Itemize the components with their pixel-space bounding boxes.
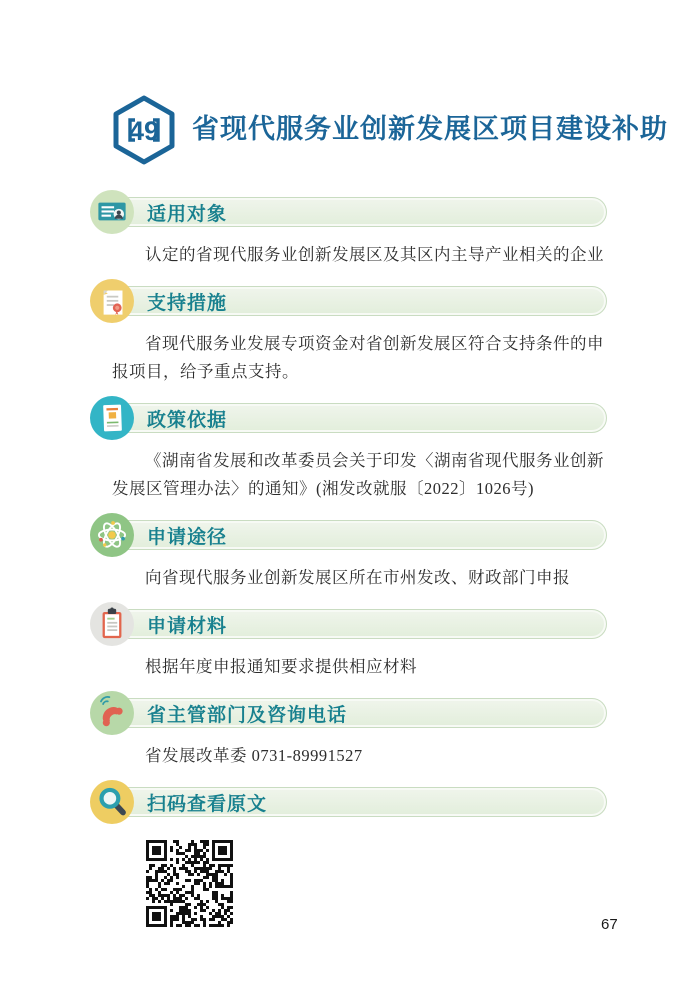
section-body: 《湖南省发展和改革委员会关于印发〈湖南省现代服务业创新发展区管理办法〉的通知》(湘发改就服〔2022〕1026号) bbox=[112, 451, 604, 498]
section-department-phone bbox=[90, 691, 607, 770]
section-body: 向省现代服务业创新发展区所在市州发改、财政部门申报 bbox=[145, 568, 570, 587]
badge-number: 49 bbox=[128, 116, 160, 146]
section-body: 省发展改革委 0731-89991527 bbox=[145, 746, 363, 765]
section-policy-basis bbox=[90, 396, 607, 503]
page-title: 省现代服务业创新发展区项目建设补助 bbox=[192, 114, 668, 145]
section-header bbox=[90, 396, 607, 440]
section-header bbox=[90, 190, 607, 234]
section-application-channel bbox=[90, 513, 607, 592]
section-title: 适用对象 bbox=[147, 203, 228, 225]
section-body: 省现代服务业发展专项资金对省创新发展区符合支持条件的申报项目，给予重点支持。 bbox=[112, 334, 604, 381]
section-title: 支持措施 bbox=[147, 292, 228, 314]
qr-code-container bbox=[146, 840, 607, 927]
section-header bbox=[90, 279, 607, 323]
section-title: 省主管部门及咨询电话 bbox=[147, 704, 348, 726]
section-header bbox=[90, 602, 607, 646]
section-body: 根据年度申报通知要求提供相应材料 bbox=[145, 657, 417, 676]
magnifier-icon bbox=[90, 780, 134, 824]
id-card-icon bbox=[90, 190, 134, 234]
section-support-measures bbox=[90, 279, 607, 386]
section-header bbox=[90, 513, 607, 557]
policy-document-icon bbox=[90, 396, 134, 440]
section-application-materials bbox=[90, 602, 607, 681]
section-body: 认定的省现代服务业创新发展区及其区内主导产业相关的企业 bbox=[145, 245, 604, 264]
section-title: 申请材料 bbox=[147, 615, 228, 637]
section-applicable-objects bbox=[90, 190, 607, 269]
number-badge-hexagon-icon bbox=[112, 94, 176, 166]
section-title: 扫码查看原文 bbox=[147, 793, 268, 815]
atom-icon bbox=[90, 513, 134, 557]
section-title: 政策依据 bbox=[147, 409, 228, 431]
section-header bbox=[90, 691, 607, 735]
page-number: 67 bbox=[601, 916, 618, 933]
phone-icon bbox=[90, 691, 134, 735]
section-list bbox=[90, 190, 607, 927]
qr-code bbox=[146, 840, 233, 927]
section-title: 申请途径 bbox=[147, 526, 228, 548]
document-header bbox=[112, 94, 668, 166]
certificate-icon bbox=[90, 279, 134, 323]
clipboard-icon bbox=[90, 602, 134, 646]
section-scan-qr bbox=[90, 780, 607, 927]
section-header bbox=[90, 780, 607, 824]
